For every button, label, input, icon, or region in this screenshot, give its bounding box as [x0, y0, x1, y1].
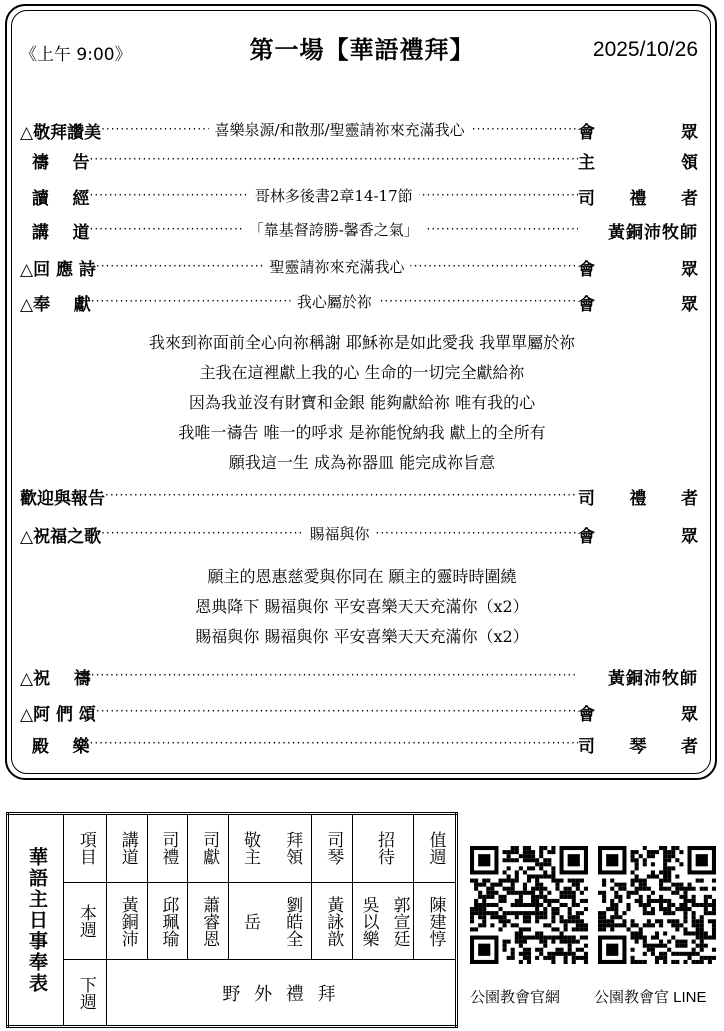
- col-header: 敬主 拜領: [228, 814, 311, 883]
- leader-dots: [90, 218, 578, 242]
- col-header: 司禮: [147, 814, 188, 883]
- order-item-label: △祝 禱: [20, 668, 91, 689]
- order-item-leader: 會 眾: [578, 704, 698, 725]
- order-item-detail: ····· 「靠基督誇勝-馨香之氣」: [243, 219, 425, 240]
- order-item-leader: 會 眾: [578, 122, 698, 143]
- leader-dots: [105, 484, 578, 508]
- order-row: [20, 484, 698, 508]
- order-item-leader: 會 眾: [578, 259, 698, 280]
- order-row: [20, 184, 698, 208]
- col-header: 講道: [107, 814, 148, 883]
- roster-cell: 邱珮瑜: [147, 882, 188, 959]
- duty-roster-table: [6, 812, 458, 1028]
- order-item-detail: ····· 賜福與你: [304, 523, 376, 544]
- order-item-detail: ····· 哥林多後書2章14-17節: [249, 185, 419, 206]
- order-item-leader: 主 領: [578, 152, 698, 173]
- line-qr-caption: 公園教會官 LINE: [594, 989, 707, 1006]
- order-item-leader: 司 禮 者: [578, 188, 698, 209]
- lyric-line: 主我在這裡獻上我的心 生命的一切完全獻給祢: [199, 363, 525, 382]
- order-item-detail: ····· 喜樂泉源/和散那/聖靈請祢來充滿我心: [208, 119, 470, 140]
- website-qr-caption: 公園教會官網: [470, 989, 561, 1006]
- lyric-line: 願我這一生 成為祢器皿 能完成祢旨意: [228, 453, 496, 472]
- leader-dots: [90, 184, 578, 208]
- order-item-label: 殿 樂: [20, 736, 90, 757]
- order-item-detail: ····· 我心屬於祢: [291, 291, 378, 312]
- next-week-text: 野 外 禮 拜: [107, 960, 457, 1027]
- order-item-label: △阿 們 頌: [20, 704, 96, 725]
- order-item-label: 講 道: [20, 222, 90, 243]
- next-week-label: 下週: [64, 960, 107, 1027]
- order-item-leader: 會 眾: [578, 294, 698, 315]
- order-row: [20, 118, 698, 142]
- lyric-line: 我來到祢面前全心向祢稱謝 耶穌祢是如此愛我 我單單屬於祢: [148, 333, 576, 352]
- col-header: 值週: [414, 814, 457, 883]
- order-item-leader: 司 琴 者: [578, 736, 698, 757]
- order-item-leader: 黃銅沛牧師: [608, 668, 698, 689]
- roster-cell: 蕭睿恩: [188, 882, 229, 959]
- order-row: [20, 290, 698, 314]
- item-header: 項目: [64, 814, 107, 883]
- offering-song-lyrics: [0, 328, 724, 478]
- leader-dots: [101, 118, 578, 142]
- order-item-label: △敬拜讚美: [20, 122, 102, 143]
- order-row: [20, 700, 698, 724]
- lyric-line: 我唯一禱告 唯一的呼求 是祢能悅納我 獻上的全所有: [178, 423, 546, 442]
- lyric-line: 賜福與你 賜福與你 平安喜樂天天充滿你（x2）: [195, 627, 529, 646]
- blessing-song-lyrics: [0, 562, 724, 652]
- order-row: [20, 148, 698, 172]
- order-row: [20, 732, 698, 756]
- col-header: 司獻: [188, 814, 229, 883]
- service-date: 2025/10/26: [592, 38, 698, 61]
- order-row: [20, 664, 698, 688]
- order-row: [20, 522, 698, 546]
- order-item-label: 禱 告: [20, 152, 90, 173]
- roster-cell: 黃銅沛: [107, 882, 148, 959]
- order-row: [20, 255, 698, 279]
- order-item-label: △回 應 詩: [20, 259, 96, 280]
- col-header: 招待: [353, 814, 414, 883]
- leader-dots: [90, 732, 578, 756]
- roster-cell: 岳 劉皓全: [228, 882, 311, 959]
- order-item-label: △祝福之歌: [20, 526, 102, 547]
- leader-dots: [96, 255, 578, 279]
- col-header: 司琴: [312, 814, 353, 883]
- line-qr-code[interactable]: [598, 846, 716, 964]
- order-item-label: 歡迎與報告: [20, 488, 105, 509]
- order-item-leader: 會 眾: [578, 526, 698, 547]
- lyric-line: 恩典降下 賜福與你 平安喜樂天天充滿你（x2）: [195, 597, 529, 616]
- roster-cell: 陳建惇: [414, 882, 457, 959]
- roster-cell: 黃詠歆: [312, 882, 353, 959]
- order-item-leader: 司 禮 者: [578, 488, 698, 509]
- roster-title: 華語主日事奉表: [8, 814, 64, 1027]
- leader-dots: [91, 290, 578, 314]
- order-item-label: 讀 經: [20, 188, 90, 209]
- order-item-detail: ····· 聖靈請祢來充滿我心: [263, 256, 410, 277]
- service-time: 《上午 9:00》: [20, 45, 132, 65]
- website-qr-code[interactable]: [470, 846, 588, 964]
- leader-dots: [101, 522, 578, 546]
- order-item-label: △奉 獻: [20, 294, 91, 315]
- order-item-leader: 黃銅沛牧師: [608, 222, 698, 243]
- leader-dots: [96, 700, 578, 724]
- lyric-line: 願主的恩惠慈愛與你同在 願主的靈時時圍繞: [207, 567, 517, 586]
- leader-dots: [90, 148, 578, 172]
- order-row: [20, 218, 698, 242]
- leader-dots: [91, 664, 578, 688]
- service-title: 第一場【華語禮拜】: [249, 36, 475, 64]
- lyric-line: 因為我並沒有財寶和金銀 能夠獻給祢 唯有我的心: [188, 393, 536, 412]
- roster-cell: 吳以樂 郭宣廷: [353, 882, 414, 959]
- this-week-label: 本週: [64, 882, 107, 959]
